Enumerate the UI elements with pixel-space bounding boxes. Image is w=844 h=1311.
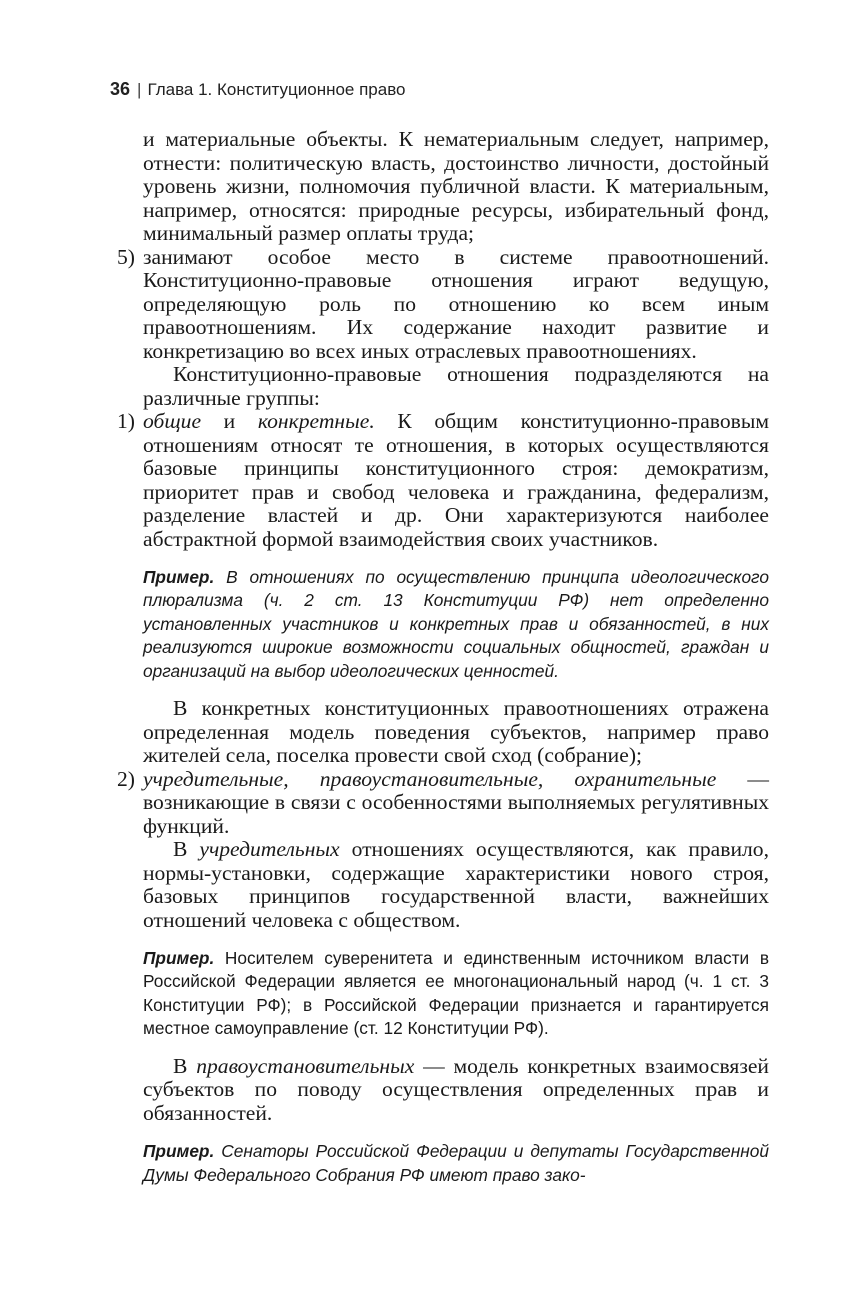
example-block-3 <box>143 1140 769 1187</box>
term-specific: конкретные. <box>257 409 375 433</box>
paragraph-specific-relations: В конкретных конституционных правоотношениях отражена определенная модель поведения субъектов, например право жителей села, поселка провести свой сход (собрание); <box>143 696 769 768</box>
example-label: Пример. <box>143 1141 215 1162</box>
term-constituent: учредительных <box>199 837 340 862</box>
paragraph-continued: и материальные объекты. К нематериальным следует, например, отнести: политическую власть, достоинство личности, достойный уровень жизни, полномочия публичной власти. К материальным, например, относятся: природные ресурсы, избирательный фонд, минимальный размер оплаты труда; <box>143 127 769 245</box>
term-general: общие <box>143 409 202 433</box>
list-number: 5) <box>117 244 135 269</box>
example-label: Пример. <box>143 567 215 587</box>
list-item-text: К общим конституционно-правовым отношениям относят те отношения, в которых осуществляются базовые принципы конституционного строя: демократизм, приоритет прав и свобод человека и гражданина, федерализм, разделение властей и др. Они характеризуются наиболее абстрактной формой взаимодействия своих участников. <box>143 409 769 551</box>
term-law-establishing: правоустановительных <box>196 1053 415 1078</box>
list-item-text: — возникающие в связи с особенностями выполняемых регулятивных функций. <box>143 766 770 838</box>
chapter-title: Глава 1. Конституционное право <box>147 80 406 99</box>
list-number: 1) <box>117 409 135 433</box>
conjunction: и <box>201 409 258 433</box>
example-label: Пример. <box>143 948 215 969</box>
list-item-5 <box>117 244 769 364</box>
running-header <box>110 79 406 100</box>
paragraph-groups-intro: Конституционно-правовые отношения подразделяются на различные группы: <box>143 362 769 410</box>
term-list: учредительные, правоустановительные, охранительные <box>143 766 717 791</box>
example-text: Сенаторы Российской Федерации и депутаты Государственной Думы Федерального Собрания РФ имеют право зако- <box>143 1141 769 1185</box>
header-separator: | <box>137 80 142 99</box>
paragraph-law-establishing: В правоустановительных — модель конкретных взаимосвязей субъектов по поводу осуществления определенных прав и обязанностей. <box>143 1053 769 1125</box>
example-text: В отношениях по осуществлению принципа идеологического плюрализма (ч. 2 ст. 13 Конституции РФ) нет определенно установленных участников и конкретных прав и обязанностей, в них реализуются широкие возможности социальных общностей, граждан и организаций на выбор идеологических ценностей. <box>143 567 769 681</box>
list-item-1 <box>117 409 769 551</box>
example-text: Носителем суверенитета и единственным источником власти в Российской Федерации является ее многонациональный народ (ч. 1 ст. 3 Конституции РФ); в Российской Федерации признается и гарантируется местное самоуправление (ст. 12 Конституции РФ). <box>143 948 769 1039</box>
list-item-2 <box>117 766 770 839</box>
example-block-2 <box>143 947 769 1041</box>
list-item-text: занимают особое место в системе правоотношений. Конституционно-правовые отношения играют ведущую, определяющую роль по отношению ко всем иным правоотношениям. Их содержание находит развитие и конкретизацию во всех иных отраслевых правоотношениях. <box>143 244 769 363</box>
page-body <box>117 127 770 1187</box>
paragraph-constituent: В учредительных отношениях осуществляются, как правило, нормы-установки, содержащие характеристики нового строя, базовых принципов государственной власти, важнейших отношений человека с обществом. <box>143 837 769 932</box>
example-block-1 <box>143 566 769 683</box>
page-number: 36 <box>110 79 131 99</box>
list-number: 2) <box>117 766 135 791</box>
